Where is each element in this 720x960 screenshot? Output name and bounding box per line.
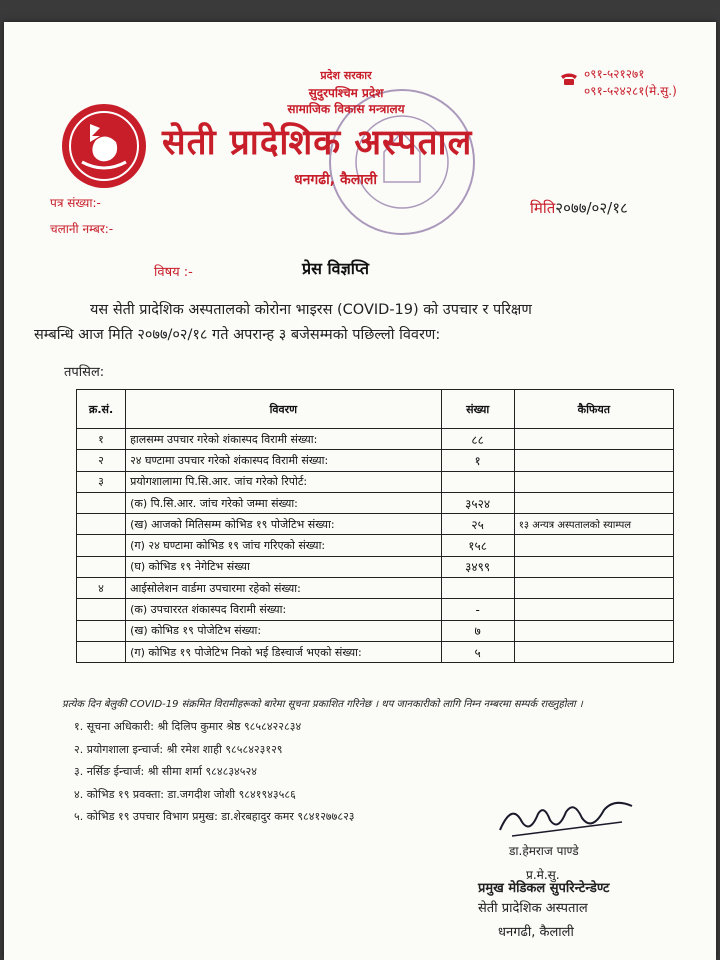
cell-desc: प्रयोगशालामा पि.सि.आर. जांच गरेको रिपोर्ट: xyxy=(126,471,442,492)
letter-page xyxy=(4,22,716,960)
cell-desc: (ख) आजको मितिसम्म कोभिड १९ पोजेटिभ संख्या: xyxy=(126,514,442,535)
handwritten-signature xyxy=(492,792,642,842)
cell-count: २५ xyxy=(441,514,514,535)
cell-count: ५ xyxy=(441,641,514,662)
cell-count: ७ xyxy=(441,620,514,641)
dispatch-number-label: चलानी नम्बर:- xyxy=(50,222,114,236)
cell-remarks xyxy=(514,535,673,556)
table-row xyxy=(77,578,674,599)
cell-desc: (क) उपचाररत शंकास्पद विरामी संख्या: xyxy=(126,599,442,620)
cell-desc: (ग) २४ घण्टामा कोभिड १९ जांच गरिएको संख्या: xyxy=(126,535,442,556)
cell-remarks xyxy=(514,471,673,492)
cell-desc: (घ) कोभिड १९ नेगेटिभ संख्या xyxy=(126,556,442,577)
signer-name: डा.हेमराज पाण्डे xyxy=(509,844,579,858)
header-desc: विवरण xyxy=(126,390,442,429)
cell-count: - xyxy=(441,599,514,620)
cell-sn: २ xyxy=(77,450,126,471)
cell-sn xyxy=(77,556,126,577)
table-row xyxy=(77,450,674,471)
cell-sn xyxy=(77,620,126,641)
phone-numbers xyxy=(584,66,677,100)
cell-desc: आईसोलेशन वार्डमा उपचारमा रहेको संख्या: xyxy=(126,578,442,599)
cell-remarks xyxy=(514,641,673,662)
list-item: ३. नर्सिङ ईन्चार्ज: श्री सीमा शर्मा ९८४८३४५२४ xyxy=(74,765,257,778)
table-row xyxy=(77,641,674,662)
signer-post: प्रमुख मेडिकल सुपरिन्टेन्डेण्ट xyxy=(478,881,610,896)
hospital-title: सेती प्रादेशिक अस्पताल xyxy=(162,123,473,163)
cell-sn xyxy=(77,641,126,662)
header-remarks: कैफियत xyxy=(514,390,673,429)
table-row xyxy=(77,556,674,577)
table-header-row xyxy=(77,390,674,429)
cell-remarks xyxy=(514,450,673,471)
signer-hospital: सेती प्रादेशिक अस्पताल xyxy=(478,901,588,916)
gov-line-1: प्रदेश सरकार xyxy=(320,69,372,82)
cell-count xyxy=(441,471,514,492)
phone-icon xyxy=(559,72,579,86)
cell-count: ३४९९ xyxy=(441,556,514,577)
subject-label: विषय :- xyxy=(154,265,193,280)
contact-list xyxy=(74,716,355,829)
cell-count: १ xyxy=(441,450,514,471)
tapasil-label: तपसिल: xyxy=(64,365,105,380)
header-count: संख्या xyxy=(441,390,514,429)
subject-text: प्रेस विज्ञप्ति xyxy=(302,259,369,278)
phone-1: ०९१-५२१२७१ xyxy=(584,67,645,81)
cell-count: ३५२४ xyxy=(441,492,514,513)
ref-number-label: पत्र संख्या:- xyxy=(50,196,101,210)
body-line-2: सम्बन्धि आज मिति २०७७/०२/१८ गते अपरान्ह ३ बजेसम्मको पछिल्लो विवरण: xyxy=(34,327,441,343)
list-item: १. सूचना अधिकारी: श्री दिलिप कुमार श्रेष्ठ ९८५८४२२८३४ xyxy=(74,720,302,733)
list-item: २. प्रयोगशाला इन्चार्ज: श्री रमेश शाही ९८५८४२३१२९ xyxy=(74,742,283,756)
cell-sn xyxy=(77,535,126,556)
table-row xyxy=(77,620,674,641)
list-item: ५. कोभिड १९ उपचार विभाग प्रमुख: डा.शेरबहादुर कमर ९८४१२७७८२३ xyxy=(74,810,355,823)
cell-sn: ४ xyxy=(77,578,126,599)
cell-sn xyxy=(77,492,126,513)
signer-degree: प्र.मे.सु. xyxy=(526,868,560,882)
gov-line-3: सामाजिक विकास मन्त्रालय xyxy=(287,102,405,116)
cell-remarks xyxy=(514,578,673,599)
covid-report-table xyxy=(76,389,674,663)
signer-location: धनगढी, कैलाली xyxy=(498,925,574,940)
table-row xyxy=(77,599,674,620)
body-line-1: यस सेती प्रादेशिक अस्पतालको कोरोना भाइरस (COVID-19) को उपचार र परिक्षण xyxy=(90,302,532,318)
date-value: २०७७/०२/१८ xyxy=(555,199,628,217)
cell-desc: हालसम्म उपचार गरेको शंकास्पद विरामी संख्या: xyxy=(126,429,442,450)
body-paragraph xyxy=(34,298,690,348)
cell-remarks: १३ अन्यत्र अस्पतालको स्याम्पल xyxy=(514,514,673,535)
cell-remarks xyxy=(514,429,673,450)
table-row xyxy=(77,492,674,513)
cell-count: ८८ xyxy=(441,429,514,450)
cell-remarks xyxy=(514,620,673,641)
footer-note: प्रत्येक दिन बेलुकी COVID-19 संक्रमित विरामीहरूको बारेमा सूचना प्रकाशित गरिनेछ । थप जानकारीको लागि निम्न नम्बरमा सम्पर्क राख्नुहोला । xyxy=(62,699,583,710)
table-row xyxy=(77,514,674,535)
hospital-city: धनगढी, कैलाली xyxy=(294,172,377,188)
cell-count: १५८ xyxy=(441,535,514,556)
table-row xyxy=(77,429,674,450)
cell-sn: ३ xyxy=(77,471,126,492)
date-label: मिति xyxy=(530,199,556,217)
cell-sn: १ xyxy=(77,429,126,450)
letter-date xyxy=(530,198,628,218)
table-row xyxy=(77,535,674,556)
table-row xyxy=(77,471,674,492)
cell-remarks xyxy=(514,599,673,620)
cell-count xyxy=(441,578,514,599)
gov-line-2: सुदुरपश्चिम प्रदेश xyxy=(308,86,384,100)
cell-desc: २४ घण्टामा उपचार गरेको शंकास्पद विरामी संख्या: xyxy=(126,450,442,471)
cell-desc: (क) पि.सि.आर. जांच गरेको जम्मा संख्या: xyxy=(126,492,442,513)
cell-sn xyxy=(77,599,126,620)
cell-remarks xyxy=(514,556,673,577)
cell-sn xyxy=(77,514,126,535)
cell-remarks xyxy=(514,492,673,513)
phone-2: ०९१-५२४२८१(मे.सु.) xyxy=(584,84,677,98)
cell-desc: (ग) कोभिड १९ पोजेटिभ निको भई डिस्चार्ज भएको संख्या: xyxy=(126,641,442,662)
cell-desc: (ख) कोभिड १९ पोजेटिभ संख्या: xyxy=(126,620,442,641)
header-sn: क्र.सं. xyxy=(77,390,126,429)
list-item: ४. कोभिड १९ प्रवक्ता: डा.जगदीश जोशी ९८४१९४३५८६ xyxy=(74,787,296,801)
